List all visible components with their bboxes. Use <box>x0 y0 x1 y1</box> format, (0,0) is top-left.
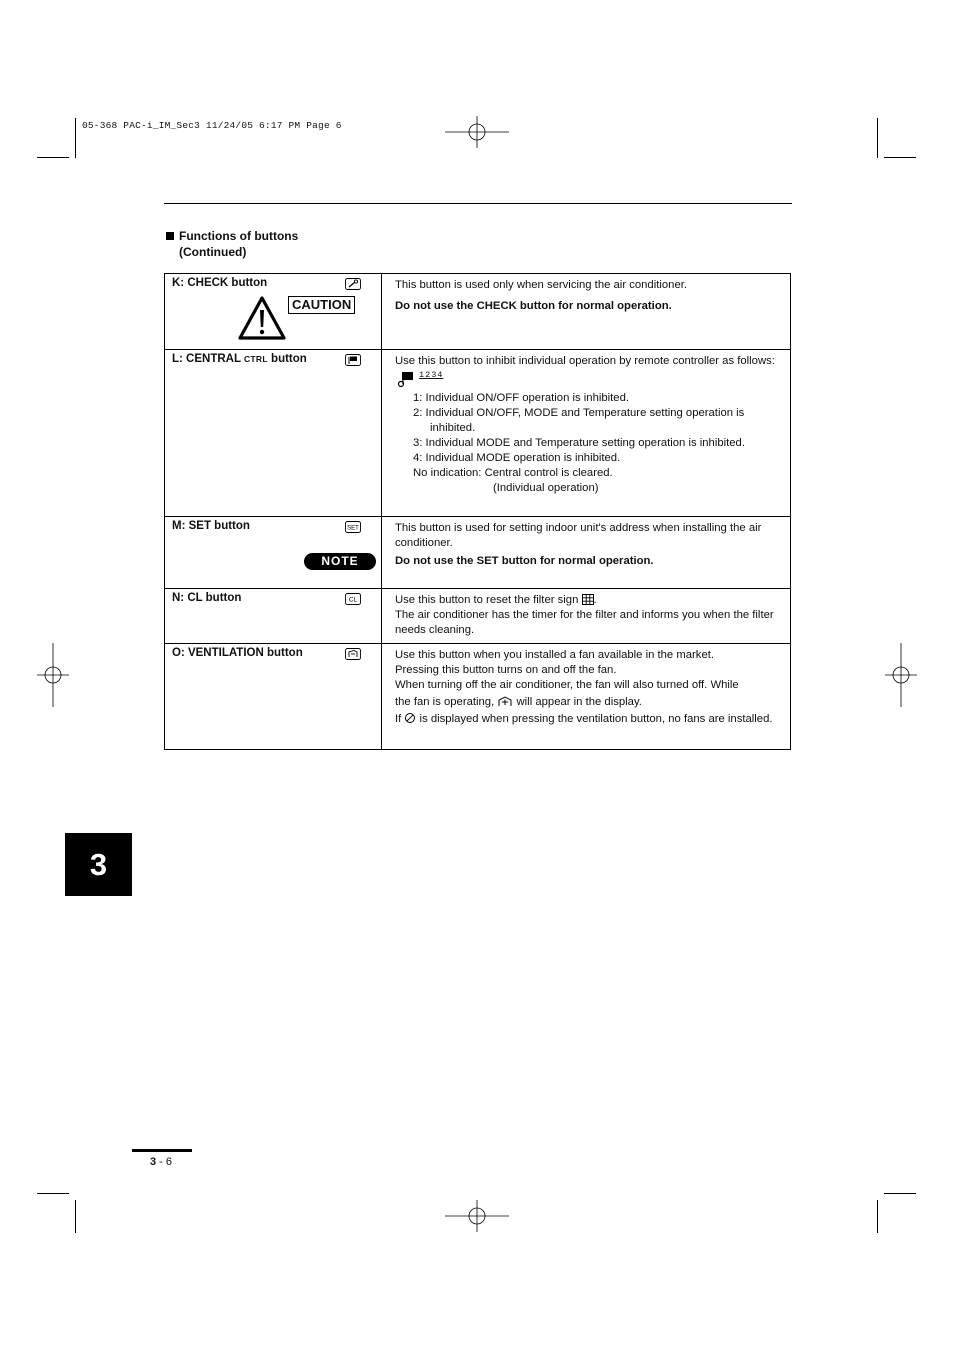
list-item: 2: Individual ON/OFF, MODE and Temperature setting operation is inhibited. <box>413 407 745 434</box>
list-item: 4: Individual MODE operation is inhibited. <box>413 452 621 464</box>
button-cell <box>165 589 382 643</box>
description-cell <box>382 350 790 496</box>
table-row-ventilation <box>165 643 790 749</box>
registration-mark-left <box>37 643 69 707</box>
description-cell <box>382 589 790 638</box>
registration-mark-bottom <box>445 1200 509 1232</box>
table-row-check <box>165 274 790 349</box>
section-heading <box>166 228 298 260</box>
central-control-indicator-icon <box>397 371 417 389</box>
cl-line1: Use this button to reset the filter sign . <box>395 594 597 606</box>
list-item: 1: Individual ON/OFF operation is inhibited. <box>413 392 630 404</box>
note-badge: NOTE <box>304 553 376 570</box>
page-number: 3 - 6 <box>150 1156 173 1168</box>
description-cell <box>382 274 790 314</box>
button-cell <box>165 644 382 749</box>
warning-triangle-icon <box>237 295 287 341</box>
header-rule <box>164 203 792 204</box>
description-cell <box>382 517 790 569</box>
caution-label: CAUTION <box>288 296 355 314</box>
ventilation-line3: When turning off the air conditioner, the fan will also turned off. While <box>395 679 739 691</box>
set-description: This button is used for setting indoor unit's address when installing the air conditioner. <box>395 522 762 549</box>
button-name: L: CENTRAL CTRL button <box>172 353 307 365</box>
ventilation-line2: Pressing this button turns on and off the fan. <box>395 664 617 676</box>
central-options-list <box>395 391 784 496</box>
ventilation-line4: the fan is operating, will appear in the display. <box>395 696 642 708</box>
ventilation-icon <box>345 648 361 660</box>
set-warning: Do not use the SET button for normal operation. <box>395 555 654 567</box>
section-subtitle: (Continued) <box>179 245 247 259</box>
chapter-tab: 3 <box>65 833 132 896</box>
fan-operating-icon <box>497 695 513 707</box>
registration-mark-right <box>885 643 917 707</box>
no-fan-icon <box>404 712 416 724</box>
central-intro: Use this button to inhibit individual operation by remote controller as follows: <box>395 355 775 367</box>
table-row-set <box>165 516 790 588</box>
svg-text:CL: CL <box>348 596 358 604</box>
indicator-digits: 1234 <box>419 370 444 380</box>
cl-line2: The air conditioner has the timer for the filter and informs you when the filter needs cleaning. <box>395 609 774 636</box>
filter-sign-icon <box>582 594 594 605</box>
central-ctrl-icon <box>345 354 361 366</box>
button-name: N: CL button <box>172 592 242 604</box>
bullet-square-icon <box>166 232 174 240</box>
svg-text:SET: SET <box>347 525 359 532</box>
table-row-cl <box>165 588 790 643</box>
check-warning: Do not use the CHECK button for normal operation. <box>395 300 672 312</box>
button-name: O: VENTILATION button <box>172 647 303 659</box>
button-name: M: SET button <box>172 520 250 532</box>
table-row-central-ctrl <box>165 349 790 516</box>
description-cell <box>382 644 790 727</box>
check-description: This button is used only when servicing the air conditioner. <box>395 279 687 291</box>
button-cell <box>165 350 382 516</box>
section-title: Functions of buttons <box>179 229 299 243</box>
button-name: K: CHECK button <box>172 277 268 289</box>
print-slug: 05-368 PAC-i_IM_Sec3 11/24/05 6:17 PM Page 6 <box>82 120 342 131</box>
central-indicator <box>395 369 784 391</box>
registration-mark-top <box>445 116 509 148</box>
page-number-bar <box>132 1149 192 1152</box>
wrench-icon <box>345 278 361 290</box>
buttons-table <box>164 273 791 750</box>
no-indication: No indication: Central control is cleared. <box>413 467 613 479</box>
no-indication-sub: (Individual operation) <box>493 482 599 494</box>
ventilation-line5: If is displayed when pressing the ventilation button, no fans are installed. <box>395 713 773 725</box>
list-item: 3: Individual MODE and Temperature setting operation is inhibited. <box>413 437 745 449</box>
button-cell <box>165 517 382 588</box>
ventilation-line1: Use this button when you installed a fan available in the market. <box>395 649 715 661</box>
cl-icon <box>345 593 361 605</box>
set-icon <box>345 521 361 533</box>
button-cell <box>165 274 382 349</box>
